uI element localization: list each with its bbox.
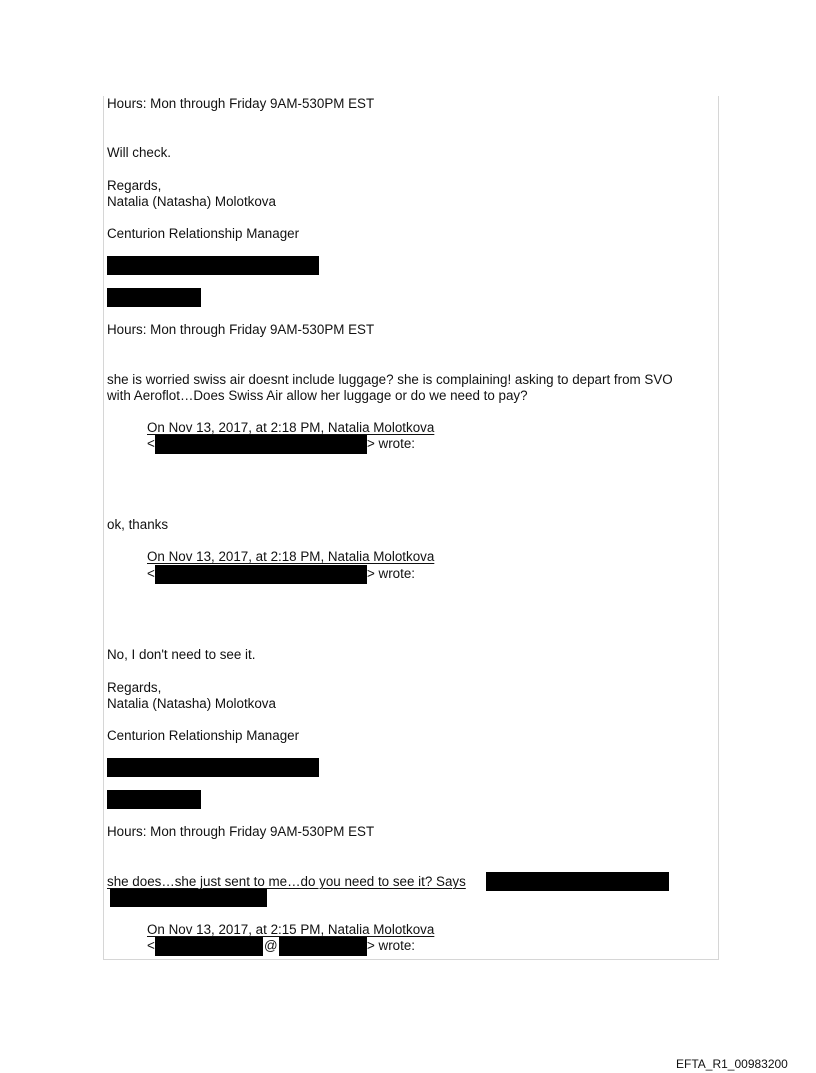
quote-header: On Nov 13, 2017, at 2:18 PM, Natalia Molotkova (147, 420, 435, 435)
message-body: with Aeroflot…Does Swiss Air allow her luggage or do we need to pay? (107, 388, 528, 403)
redaction-block (107, 790, 201, 809)
quote-open-bracket: < (147, 566, 155, 581)
message-body: she is worried swiss air doesnt include luggage? she is complaining! asking to depart from SVO (107, 372, 673, 387)
redaction-block (155, 435, 367, 454)
redaction-block (107, 758, 319, 777)
signature-regards: Regards, (107, 178, 162, 193)
hours-line: Hours: Mon through Friday 9AM-530PM EST (107, 96, 375, 111)
signature-name: Natalia (Natasha) Molotkova (107, 696, 276, 711)
message-body: No, I don't need to see it. (107, 647, 256, 662)
redaction-block (110, 889, 267, 907)
quote-header: On Nov 13, 2017, at 2:18 PM, Natalia Molotkova (147, 549, 435, 564)
quote-wrote: > wrote: (367, 566, 416, 581)
quote-at-sign: @ (264, 938, 278, 953)
redaction-block (155, 937, 263, 956)
quote-wrote: > wrote: (367, 436, 416, 451)
redaction-block (155, 565, 367, 584)
signature-title: Centurion Relationship Manager (107, 728, 300, 743)
signature-regards: Regards, (107, 680, 162, 695)
message-body: she does…she just sent to me…do you need to see it? Says (107, 874, 466, 889)
signature-title: Centurion Relationship Manager (107, 226, 300, 241)
redaction-block (107, 288, 201, 307)
hours-line: Hours: Mon through Friday 9AM-530PM EST (107, 322, 375, 337)
quote-header: On Nov 13, 2017, at 2:15 PM, Natalia Molotkova (147, 922, 435, 937)
quote-open-bracket: < (147, 436, 155, 451)
redaction-block (486, 872, 669, 891)
message-body: Will check. (107, 145, 171, 160)
redaction-block (107, 256, 319, 275)
redaction-block (279, 937, 367, 956)
quote-wrote: > wrote: (367, 938, 416, 953)
signature-name: Natalia (Natasha) Molotkova (107, 194, 276, 209)
quote-open-bracket: < (147, 938, 155, 953)
hours-line: Hours: Mon through Friday 9AM-530PM EST (107, 824, 375, 839)
message-body: ok, thanks (107, 517, 169, 532)
document-id: EFTA_R1_00983200 (676, 1057, 788, 1071)
